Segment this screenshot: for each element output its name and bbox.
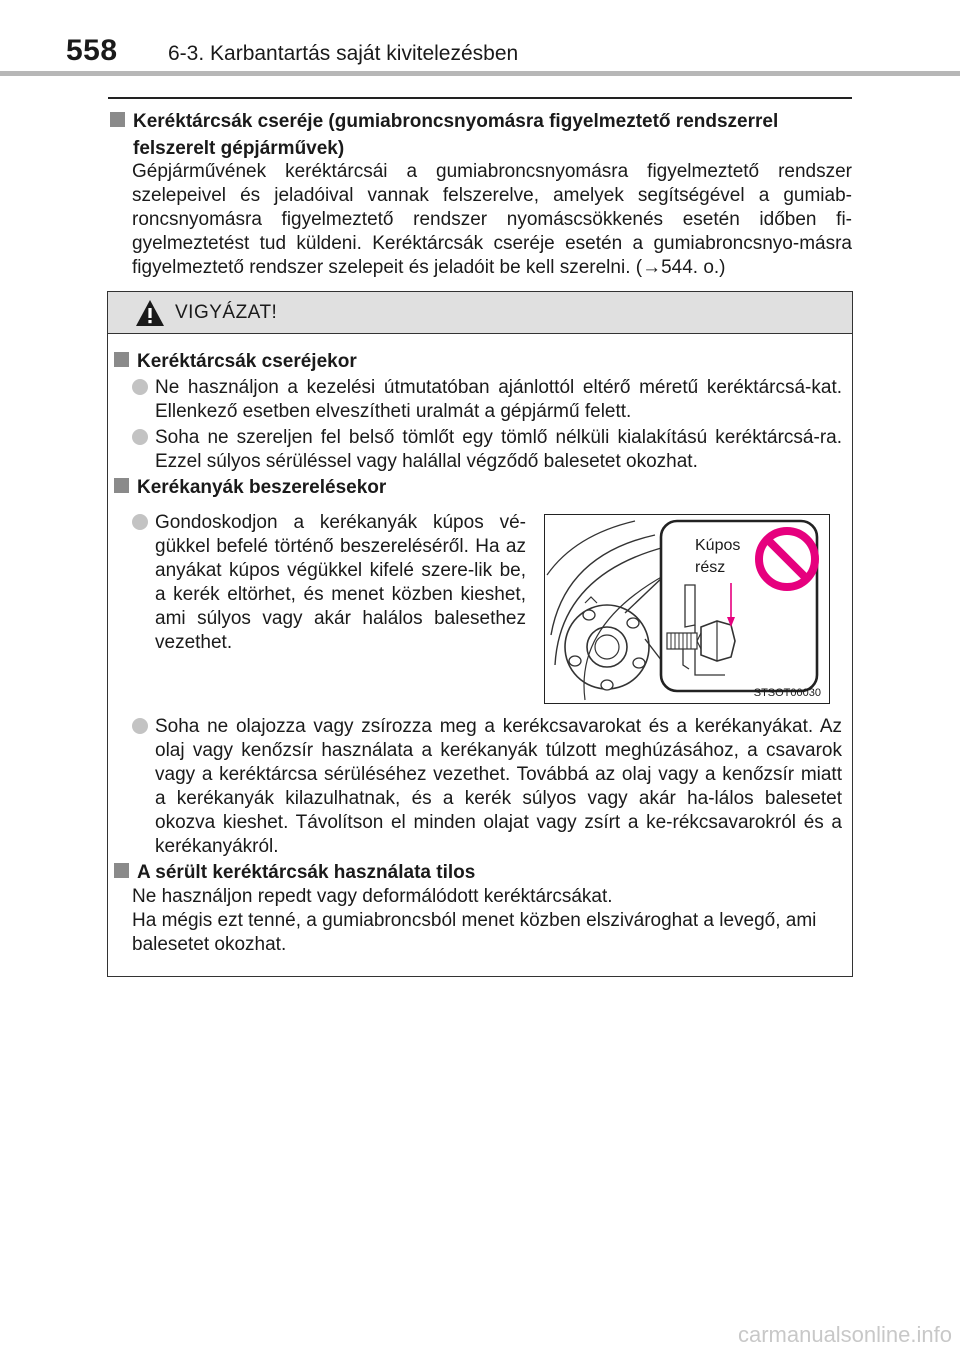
square-bullet-icon <box>114 352 129 367</box>
warning-triangle-icon <box>135 299 165 327</box>
wheel-nut-figure <box>544 514 830 704</box>
caution-subheading: A sérült keréktárcsák használata tilos <box>114 861 475 885</box>
round-bullet-icon <box>132 379 148 395</box>
round-bullet-icon <box>132 514 148 530</box>
caution-bullet: Gondoskodjon a kerékanyák kúpos vé-gükkel befelé történő beszereléséről. Ha az anyákat kúpos végükkel kifelé szere-lik be, a kerék eltörhet, és menet közben kieshet, ami súlyos vagy akár halálos balesethez vezethet. <box>132 511 526 655</box>
caution-bullet: Soha ne szereljen fel belső tömlőt egy tömlő nélküli kialakítású keréktárcsá-ra. Ezzel súlyos sérüléssel vagy halállal végződő balesetet okozhat. <box>132 426 842 474</box>
caution-bullet: Soha ne olajozza vagy zsírozza meg a kerékcsavarokat és a kerékanyákat. Az olaj vagy kenőzsír használata a kerékanyák túlzott meghúzásához, a csavarok vagy a keréktárcsa sérüléséhez vezethet. Továbbá az olaj vagy a kenőzsír miatt a kerékanyák kilazulhatnak, és a kerék súlyos vagy akár ha-lálos balesetet okozva kieshet. Távolítson el minden olajat vagy zsírt a ke-rékcsavarokról és a kerékanyákról. <box>132 715 842 859</box>
page-header <box>0 0 960 76</box>
intro-heading-line2: felszerelt gépjárművek) <box>133 138 345 159</box>
figure-code: STSOT00030 <box>753 687 821 699</box>
section-title: 6-3. Karbantartás saját kivitelezésben <box>168 42 519 65</box>
caution-subheading: Kerékanyák beszerelésekor <box>114 476 386 500</box>
caution-header <box>108 292 852 334</box>
square-bullet-icon <box>110 112 125 127</box>
caution-text: Ha mégis ezt tenné, a gumiabroncsból menet közben elszivároghat a levegő, ami balesetet okozhat. <box>132 910 817 955</box>
caution-text: Ne használjon repedt vagy deformálódott keréktárcsákat. <box>132 886 613 907</box>
caution-bullet: Ne használjon a kezelési útmutatóban ajánlottól eltérő méretű keréktárcsá-kat. Ellenkező esetben elveszítheti uralmát a gépjármű felett. <box>132 376 842 424</box>
divider <box>108 97 852 99</box>
square-bullet-icon <box>114 478 129 493</box>
watermark: carmanualsonline.info <box>737 1322 952 1347</box>
wheel-hub-illustration <box>545 515 829 703</box>
caution-subheading: Keréktárcsák cseréjekor <box>114 350 357 374</box>
caution-box <box>107 291 853 977</box>
intro-heading-line1: Keréktárcsák cseréje (gumiabroncsnyomásra figyelmeztető rendszerrel <box>133 111 779 132</box>
intro-body: Gépjárművének keréktárcsái a gumiabroncsnyomásra figyelmeztető rendszer szelepeivel és jeladóival vannak felszerelve, amelyek segítségével a gumiab-roncsnyomásra figyelmeztető rendszer nyomáscsökkenés esetén időben fi-gyelmeztetést tud küldeni. Keréktárcsák cseréje esetén a gumiabroncsnyo-másra figyelmeztető rendszer szelepeit és jeladóit be kell szerelni. (→544. o.) <box>132 161 852 278</box>
round-bullet-icon <box>132 429 148 445</box>
intro-heading <box>110 108 852 162</box>
page-number: 558 <box>66 34 118 67</box>
caution-title: VIGYÁZAT! <box>175 302 278 323</box>
figure-label: rész <box>695 559 726 576</box>
square-bullet-icon <box>114 863 129 878</box>
round-bullet-icon <box>132 718 148 734</box>
figure-label: Kúpos <box>695 537 741 554</box>
